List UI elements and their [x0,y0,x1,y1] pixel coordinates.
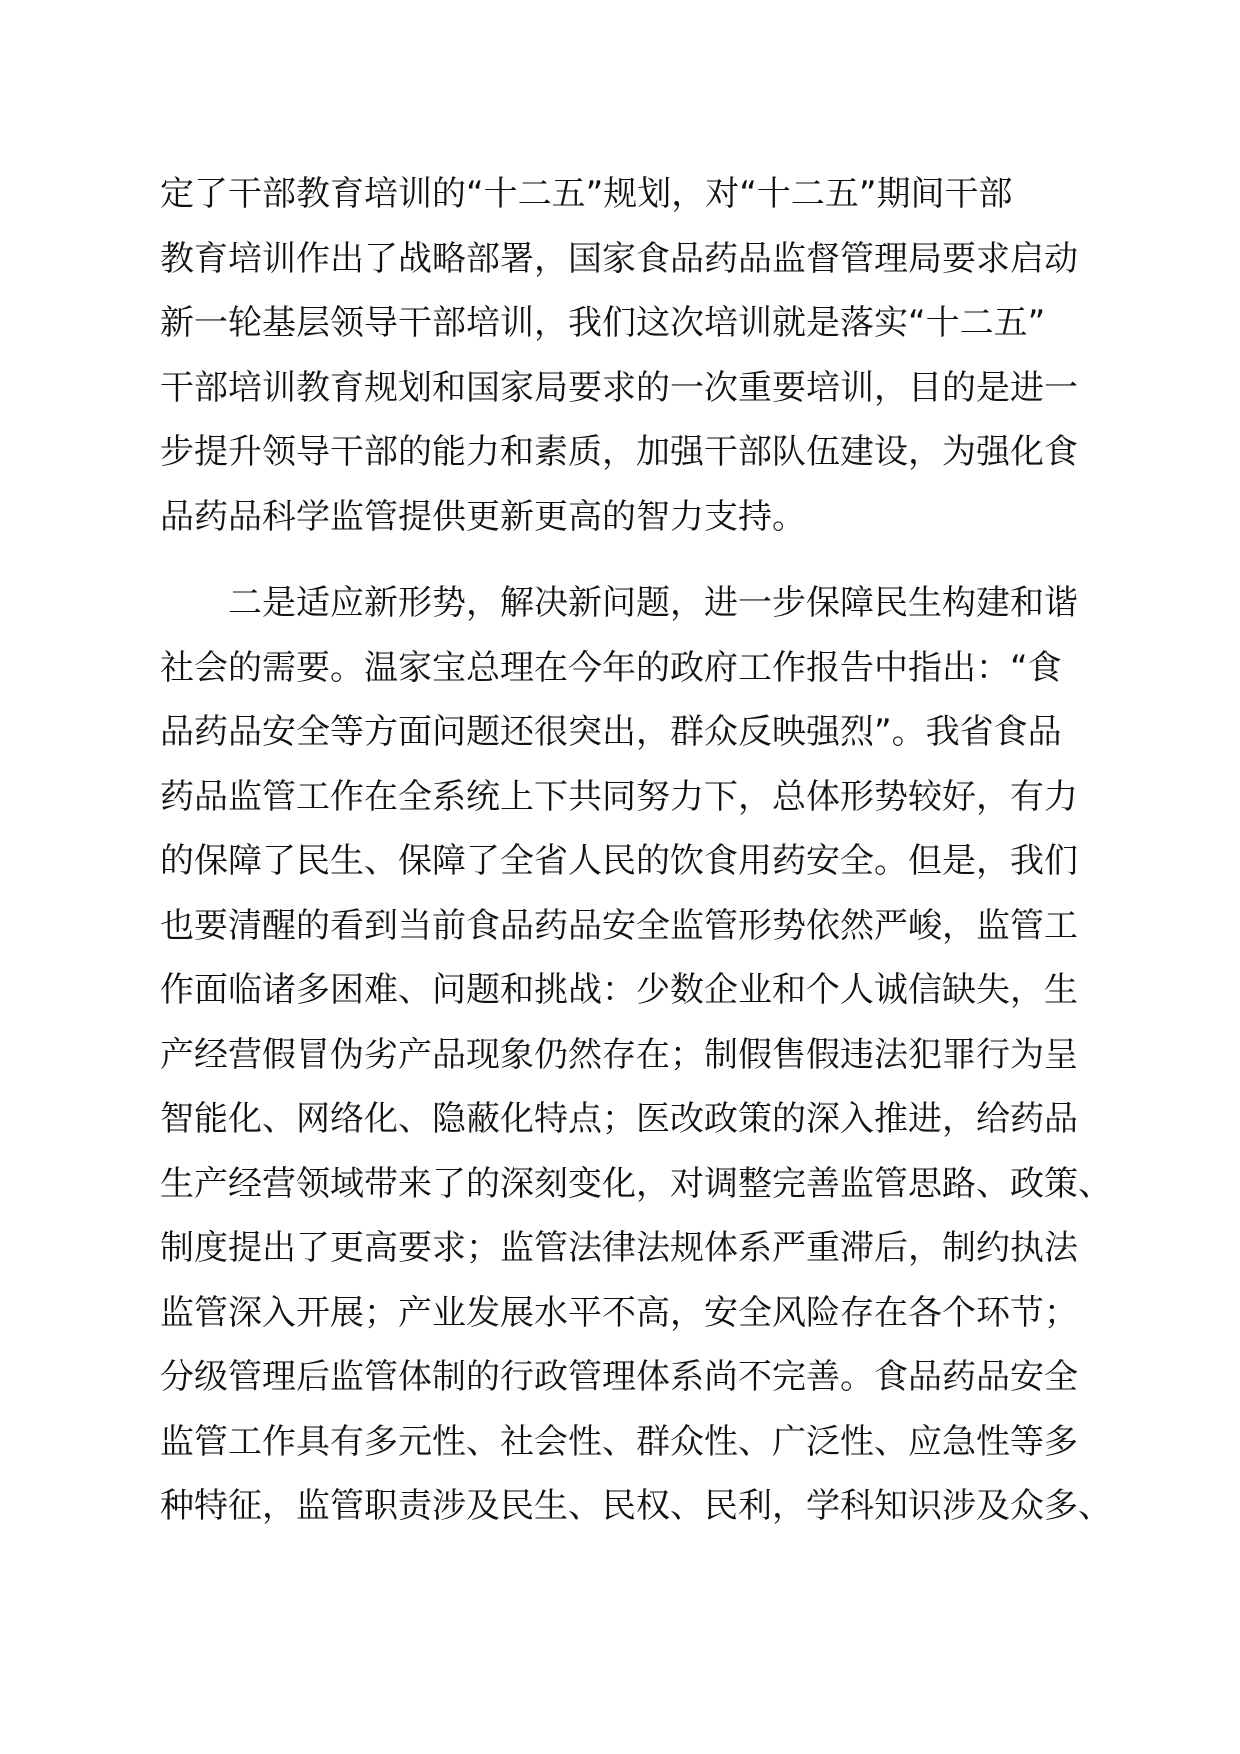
text-line: 药品监管工作在全系统上下共同努力下，总体形势较好，有力 [160,776,1078,817]
text-line: 步提升领导干部的能力和素质，加强干部队伍建设，为强化食 [160,432,1078,472]
text-line: 监管深入开展；产业发展水平不高，安全风险存在各个环节； [160,1292,1078,1333]
text-line: 新一轮基层领导干部培训，我们这次培训就是落实“十二五” [160,303,1046,343]
text-line: 教育培训作出了战略部署，国家食品药品监督管理局要求启动 [160,238,1078,279]
text-line: 定了干部教育培训的“十二五”规划，对“十二五”期间干部 [160,174,1013,214]
text-line: 监管工作具有多元性、社会性、群众性、广泛性、应急性等多 [160,1421,1078,1462]
text-line: 的保障了民生、保障了全省人民的饮食用药安全。但是，我们 [160,841,1078,881]
paragraph-first-line: 二是适应新形势，解决新问题，进一步保障民生构建和谐 [228,583,1078,623]
text-line: 制度提出了更高要求；监管法律法规体系严重滞后，制约执法 [160,1228,1078,1268]
text-line: 种特征，监管职责涉及民生、民权、民利，学科知识涉及众多、 [160,1486,1112,1526]
body-text [160,162,1112,1539]
text-line: 品药品科学监管提供更新更高的智力支持。 [160,496,806,537]
text-line: 智能化、网络化、隐蔽化特点；医改政策的深入推进，给药品 [160,1099,1078,1139]
text-line: 干部培训教育规划和国家局要求的一次重要培训，目的是进一 [160,367,1078,408]
paragraph-gap [160,549,1100,571]
text-line: 社会的需要。温家宝总理在今年的政府工作报告中指出：“食 [160,647,1062,688]
text-line: 产经营假冒伪劣产品现象仍然存在；制假售假违法犯罪行为呈 [160,1034,1078,1075]
text-line: 生产经营领域带来了的深刻变化，对调整完善监管思路、政策、 [160,1163,1112,1204]
text-line: 分级管理后监管体制的行政管理体系尚不完善。食品药品安全 [160,1357,1078,1397]
text-line: 也要清醒的看到当前食品药品安全监管形势依然严峻，监管工 [160,905,1078,946]
text-line: 品药品安全等方面问题还很突出，群众反映强烈”。我省食品 [160,712,1062,752]
text-line: 作面临诸多困难、问题和挑战：少数企业和个人诚信缺失，生 [160,970,1078,1010]
